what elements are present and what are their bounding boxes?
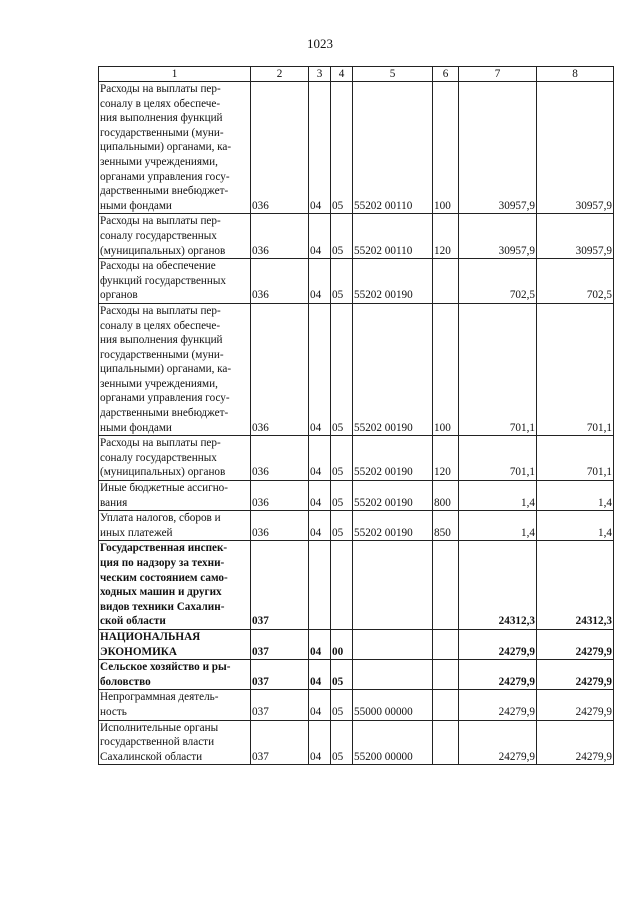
amount-cell: 24279,9 bbox=[459, 660, 537, 690]
table-row bbox=[99, 660, 614, 690]
amount-cell: 24279,9 bbox=[537, 660, 614, 690]
row-name-cell: Расходы на выплаты пер- соналу государственных (муниципальных) органов bbox=[99, 214, 251, 259]
row-name-cell: Расходы на выплаты пер- соналу государственных (муниципальных) органов bbox=[99, 436, 251, 481]
amount-cell: 24279,9 bbox=[459, 690, 537, 720]
subsection-code-cell: 05 bbox=[331, 481, 353, 511]
amount-cell: 702,5 bbox=[537, 259, 614, 304]
admin-code-cell: 037 bbox=[251, 541, 309, 630]
expense-type-cell bbox=[433, 629, 459, 659]
section-code-cell: 04 bbox=[309, 690, 331, 720]
subsection-code-cell: 05 bbox=[331, 660, 353, 690]
amount-cell: 1,4 bbox=[537, 511, 614, 541]
amount-cell: 24279,9 bbox=[537, 720, 614, 765]
amount-cell: 1,4 bbox=[459, 481, 537, 511]
subsection-code-cell: 05 bbox=[331, 214, 353, 259]
target-article-cell: 55202 00110 bbox=[353, 82, 433, 214]
subsection-code-cell: 00 bbox=[331, 629, 353, 659]
amount-cell: 1,4 bbox=[537, 481, 614, 511]
subsection-code-cell: 05 bbox=[331, 82, 353, 214]
row-name-cell: Иные бюджетные ассигно- вания bbox=[99, 481, 251, 511]
amount-cell: 30957,9 bbox=[537, 82, 614, 214]
expense-type-cell: 120 bbox=[433, 214, 459, 259]
table-row bbox=[99, 690, 614, 720]
section-code-cell: 04 bbox=[309, 436, 331, 481]
admin-code-cell: 036 bbox=[251, 214, 309, 259]
table-row bbox=[99, 214, 614, 259]
admin-code-cell: 036 bbox=[251, 303, 309, 435]
table-row bbox=[99, 720, 614, 765]
amount-cell: 701,1 bbox=[459, 303, 537, 435]
section-code-cell: 04 bbox=[309, 303, 331, 435]
target-article-cell bbox=[353, 660, 433, 690]
expense-type-cell bbox=[433, 720, 459, 765]
amount-cell: 701,1 bbox=[537, 436, 614, 481]
subsection-code-cell: 05 bbox=[331, 259, 353, 304]
admin-code-cell: 036 bbox=[251, 82, 309, 214]
target-article-cell: 55202 00190 bbox=[353, 303, 433, 435]
page-number: 1023 bbox=[307, 36, 333, 51]
budget-table bbox=[98, 66, 614, 765]
column-header: 3 bbox=[309, 67, 331, 82]
section-code-cell: 04 bbox=[309, 82, 331, 214]
column-header: 6 bbox=[433, 67, 459, 82]
target-article-cell: 55202 00190 bbox=[353, 259, 433, 304]
row-name-cell: Уплата налогов, сборов и иных платежей bbox=[99, 511, 251, 541]
column-header: 4 bbox=[331, 67, 353, 82]
section-code-cell: 04 bbox=[309, 511, 331, 541]
amount-cell: 30957,9 bbox=[459, 214, 537, 259]
amount-cell: 24312,3 bbox=[459, 541, 537, 630]
table-row bbox=[99, 511, 614, 541]
admin-code-cell: 037 bbox=[251, 690, 309, 720]
row-name-cell: Исполнительные органы государственной власти Сахалинской области bbox=[99, 720, 251, 765]
expense-type-cell: 800 bbox=[433, 481, 459, 511]
target-article-cell: 55000 00000 bbox=[353, 690, 433, 720]
amount-cell: 24279,9 bbox=[459, 720, 537, 765]
admin-code-cell: 036 bbox=[251, 436, 309, 481]
section-code-cell: 04 bbox=[309, 481, 331, 511]
amount-cell: 24279,9 bbox=[459, 629, 537, 659]
section-code-cell: 04 bbox=[309, 259, 331, 304]
subsection-code-cell: 05 bbox=[331, 436, 353, 481]
table-row bbox=[99, 481, 614, 511]
subsection-code-cell: 05 bbox=[331, 690, 353, 720]
subsection-code-cell: 05 bbox=[331, 511, 353, 541]
row-name-cell: Расходы на обеспечение функций государственных органов bbox=[99, 259, 251, 304]
amount-cell: 24279,9 bbox=[537, 629, 614, 659]
row-name-cell: Расходы на выплаты пер- соналу в целях обеспече- ния выполнения функций государственными (муни- ципальными) органами, ка- зенными учреждениями, органами управления госу- дарственными внебюджет- ными фондами bbox=[99, 82, 251, 214]
target-article-cell: 55202 00190 bbox=[353, 436, 433, 481]
section-code-cell: 04 bbox=[309, 629, 331, 659]
table-body bbox=[99, 82, 614, 765]
target-article-cell: 55200 00000 bbox=[353, 720, 433, 765]
amount-cell: 24312,3 bbox=[537, 541, 614, 630]
expense-type-cell: 100 bbox=[433, 303, 459, 435]
section-code-cell: 04 bbox=[309, 214, 331, 259]
row-name-cell: Расходы на выплаты пер- соналу в целях обеспече- ния выполнения функций государственными (муни- ципальными) органами, ка- зенными учреждениями, органами управления госу- дарственными внебюджет- ными фондами bbox=[99, 303, 251, 435]
admin-code-cell: 037 bbox=[251, 720, 309, 765]
table-row bbox=[99, 629, 614, 659]
subsection-code-cell: 05 bbox=[331, 720, 353, 765]
expense-type-cell: 120 bbox=[433, 436, 459, 481]
expense-type-cell: 100 bbox=[433, 82, 459, 214]
column-header: 7 bbox=[459, 67, 537, 82]
expense-type-cell bbox=[433, 259, 459, 304]
column-header: 1 bbox=[99, 67, 251, 82]
column-header: 2 bbox=[251, 67, 309, 82]
target-article-cell: 55202 00110 bbox=[353, 214, 433, 259]
expense-type-cell bbox=[433, 660, 459, 690]
row-name-cell: Государственная инспек- ция по надзору за техни- ческим состоянием само- ходных машин и других видов техники Сахалин- ской области bbox=[99, 541, 251, 630]
admin-code-cell: 036 bbox=[251, 259, 309, 304]
admin-code-cell: 037 bbox=[251, 660, 309, 690]
table-row bbox=[99, 259, 614, 304]
column-number-row bbox=[99, 67, 614, 82]
subsection-code-cell bbox=[331, 541, 353, 630]
table-row bbox=[99, 436, 614, 481]
amount-cell: 701,1 bbox=[459, 436, 537, 481]
table-row bbox=[99, 303, 614, 435]
section-code-cell: 04 bbox=[309, 660, 331, 690]
table-row bbox=[99, 541, 614, 630]
amount-cell: 702,5 bbox=[459, 259, 537, 304]
subsection-code-cell: 05 bbox=[331, 303, 353, 435]
table-row bbox=[99, 82, 614, 214]
amount-cell: 24279,9 bbox=[537, 690, 614, 720]
target-article-cell bbox=[353, 541, 433, 630]
admin-code-cell: 037 bbox=[251, 629, 309, 659]
section-code-cell bbox=[309, 541, 331, 630]
column-header: 8 bbox=[537, 67, 614, 82]
expense-type-cell bbox=[433, 690, 459, 720]
row-name-cell: НАЦИОНАЛЬНАЯ ЭКОНОМИКА bbox=[99, 629, 251, 659]
amount-cell: 1,4 bbox=[459, 511, 537, 541]
admin-code-cell: 036 bbox=[251, 481, 309, 511]
row-name-cell: Непрограммная деятель- ность bbox=[99, 690, 251, 720]
admin-code-cell: 036 bbox=[251, 511, 309, 541]
expense-type-cell: 850 bbox=[433, 511, 459, 541]
expense-type-cell bbox=[433, 541, 459, 630]
section-code-cell: 04 bbox=[309, 720, 331, 765]
amount-cell: 30957,9 bbox=[459, 82, 537, 214]
amount-cell: 30957,9 bbox=[537, 214, 614, 259]
row-name-cell: Сельское хозяйство и ры- боловство bbox=[99, 660, 251, 690]
column-header: 5 bbox=[353, 67, 433, 82]
target-article-cell: 55202 00190 bbox=[353, 511, 433, 541]
target-article-cell bbox=[353, 629, 433, 659]
amount-cell: 701,1 bbox=[537, 303, 614, 435]
target-article-cell: 55202 00190 bbox=[353, 481, 433, 511]
